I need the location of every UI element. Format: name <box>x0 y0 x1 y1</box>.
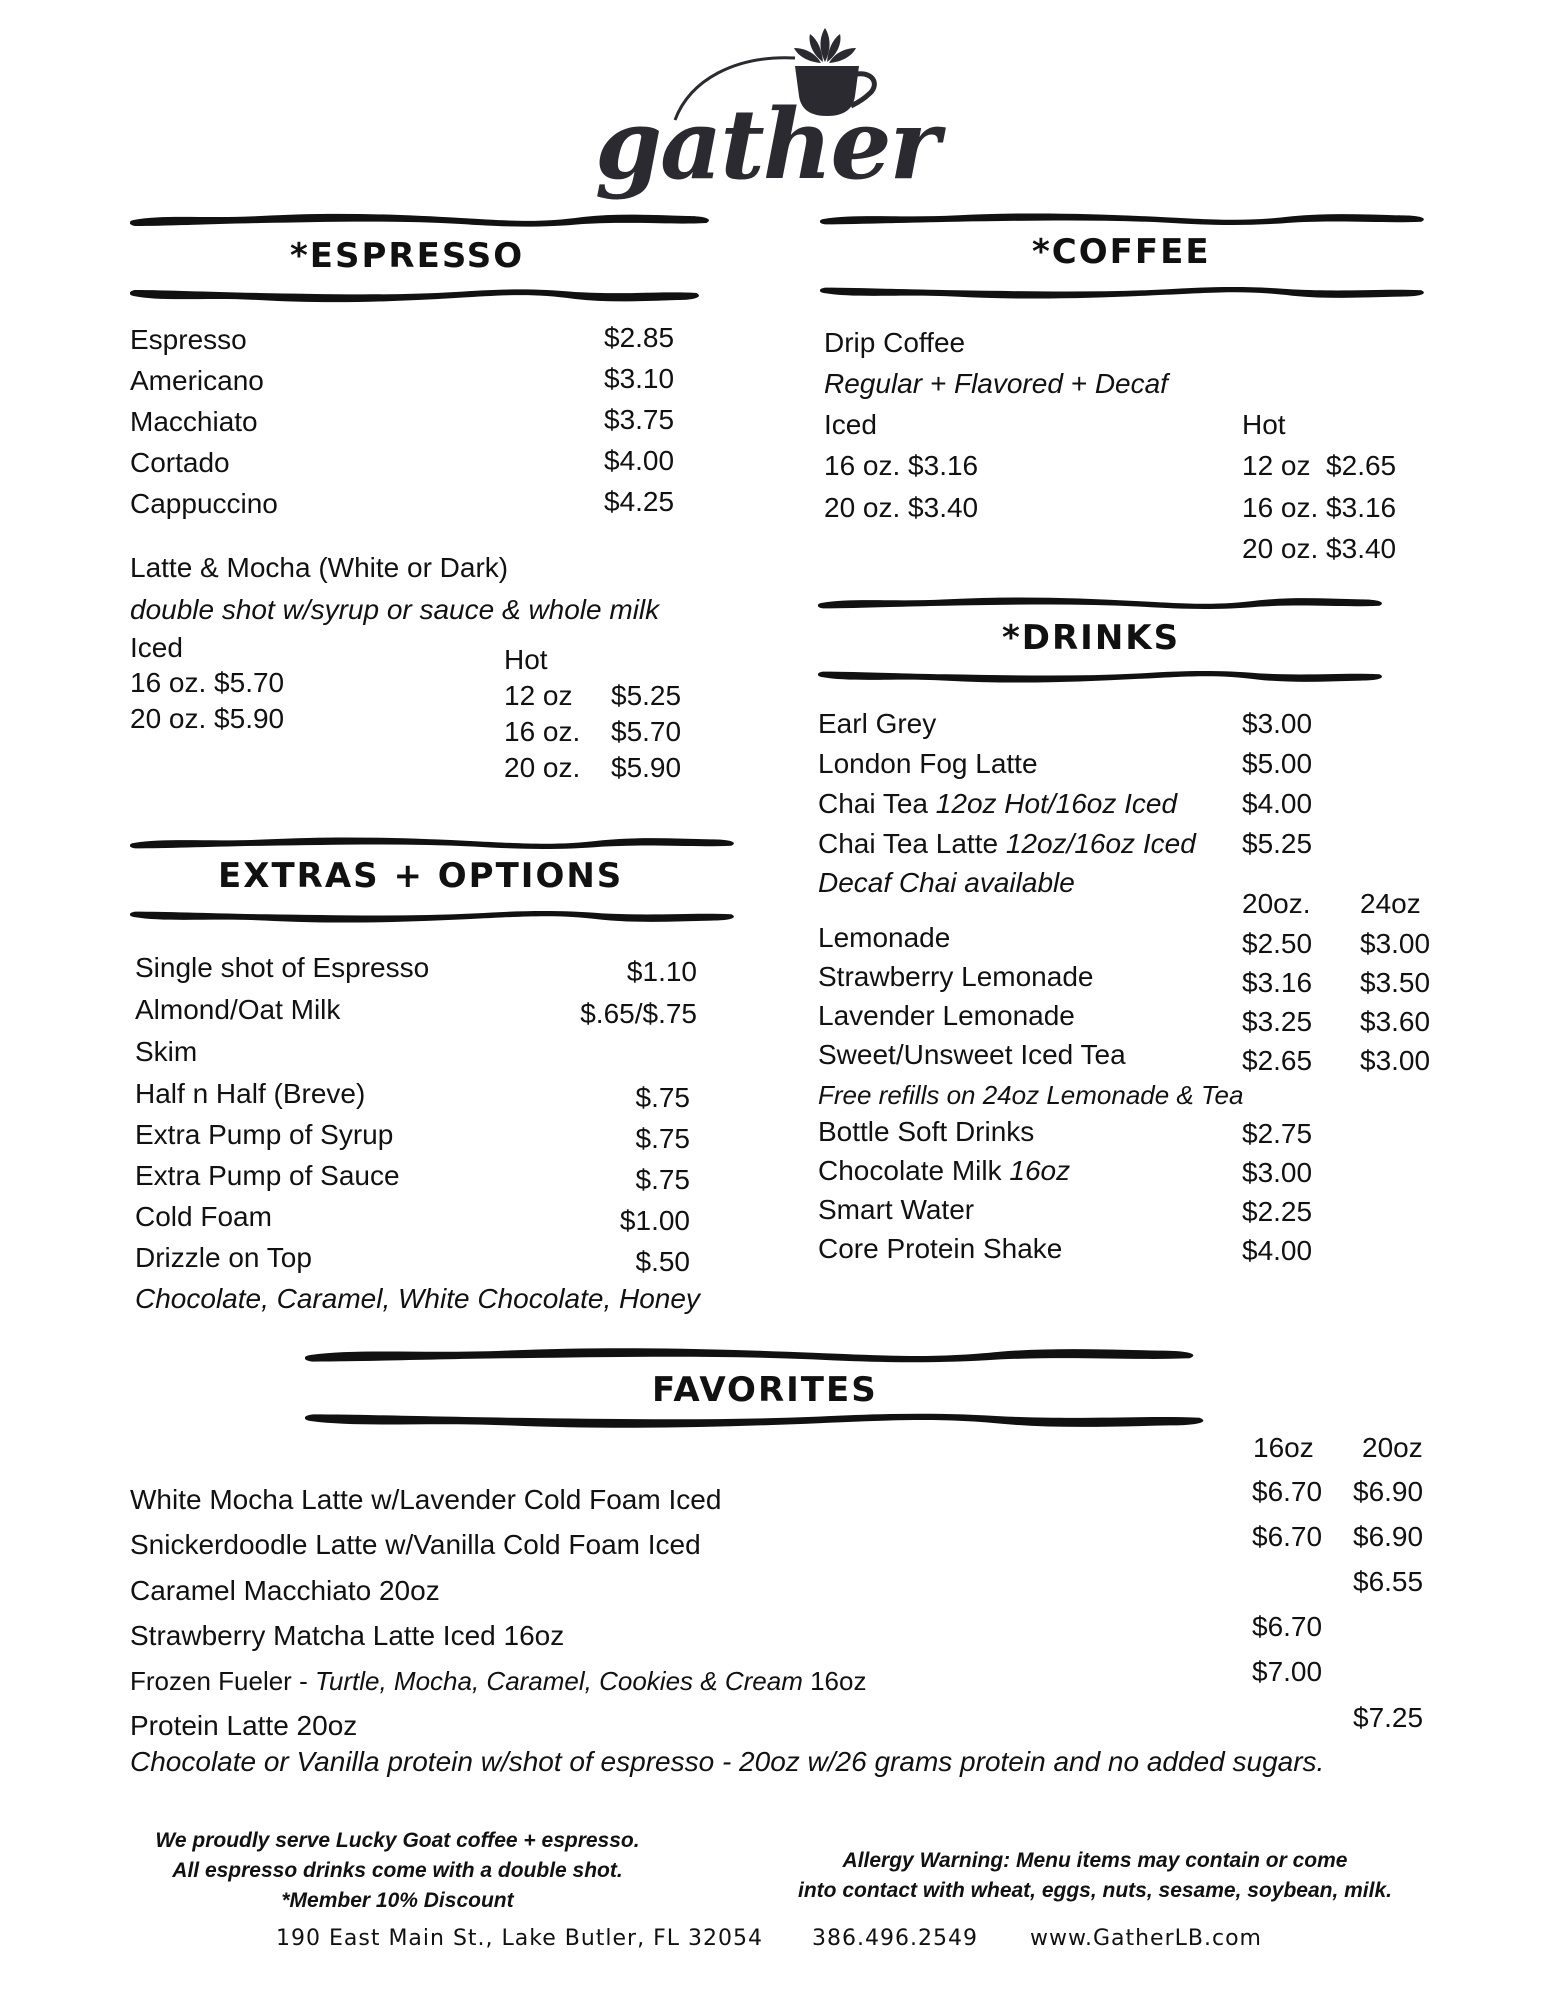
iced-label: Iced <box>130 632 183 663</box>
website-link[interactable]: www.GatherLB.com <box>1030 1926 1262 1951</box>
menu-item <box>130 365 264 397</box>
menu-item: Snickerdoodle Latte w/Vanilla Cold Foam Iced <box>130 1529 701 1560</box>
size-header: 20oz. <box>1242 888 1311 919</box>
iced-price: 20 oz. $5.90 <box>130 703 285 734</box>
price-20oz: $6.55 <box>1353 1566 1424 1597</box>
price-20oz: $2.65 <box>1242 1045 1313 1076</box>
item-name: Core Protein Shake <box>818 1233 1063 1264</box>
menu-item: Skim <box>135 1036 198 1067</box>
item-price: $2.25 <box>1242 1196 1313 1227</box>
section-title-coffee: *COFFEE <box>1032 232 1211 272</box>
item-price: $1.00 <box>619 1205 690 1236</box>
item-price: $4.00 <box>1242 1235 1313 1266</box>
menu-item <box>818 748 1038 780</box>
brush-divider <box>130 834 735 852</box>
menu-item: Strawberry Matcha Latte Iced 16oz <box>130 1620 565 1651</box>
brush-divider <box>818 668 1383 686</box>
price-24oz: $3.60 <box>1360 1006 1431 1037</box>
item-size: 16oz <box>802 1666 867 1696</box>
menu-item <box>130 406 258 438</box>
menu-item <box>818 1233 1062 1265</box>
item-name: Cappuccino <box>130 488 278 519</box>
price-24oz: $3.50 <box>1360 967 1431 998</box>
price-16oz: $6.70 <box>1252 1476 1323 1507</box>
price-20oz: $3.16 <box>1242 967 1313 998</box>
hot-label: Hot <box>1242 409 1286 440</box>
size-header: 20oz <box>1362 1432 1423 1463</box>
footer-line: We proudly serve Lucky Goat coffee + espresso. <box>155 1829 640 1852</box>
hot-price: $5.90 <box>611 752 682 783</box>
hot-size: 12 oz <box>504 680 573 711</box>
menu-item <box>130 488 278 520</box>
brush-divider <box>818 594 1383 612</box>
brush-divider <box>130 210 710 230</box>
price-20oz: $3.25 <box>1242 1006 1313 1037</box>
iced-price: 16 oz. $3.16 <box>824 450 979 481</box>
item-name: Bottle Soft Drinks <box>818 1116 1035 1147</box>
menu-item: Single shot of Espresso <box>135 952 430 983</box>
brush-divider <box>820 284 1425 302</box>
menu-item <box>818 708 936 740</box>
item-name: Chocolate Milk <box>818 1155 1010 1186</box>
menu-item: Cold Foam <box>135 1201 272 1232</box>
menu-item <box>818 788 1177 820</box>
price-24oz: $3.00 <box>1360 928 1431 959</box>
item-name: Macchiato <box>130 406 258 437</box>
footer-line: All espresso drinks come with a double shot. <box>172 1859 623 1882</box>
item-name: Frozen Fueler - <box>130 1666 315 1696</box>
iced-label: Iced <box>824 409 877 440</box>
iced-price: 20 oz. $3.40 <box>824 492 979 523</box>
menu-item <box>130 324 247 356</box>
menu-item <box>818 828 1196 860</box>
menu-item <box>818 1155 1070 1187</box>
item-price: $3.75 <box>604 404 675 435</box>
item-name: Chai Tea <box>818 788 936 819</box>
hot-price: 12 oz $2.65 <box>1242 450 1397 481</box>
item-price: $3.00 <box>1242 708 1313 739</box>
item-name: Smart Water <box>818 1194 975 1225</box>
refill-note: Free refills on 24oz Lemonade & Tea <box>818 1080 1244 1110</box>
price-16oz: $6.70 <box>1252 1521 1323 1552</box>
item-name: Americano <box>130 365 264 396</box>
menu-item: Drizzle on Top <box>135 1242 312 1273</box>
footer-left <box>120 1826 675 1916</box>
menu-item <box>818 1194 974 1226</box>
price-20oz: $2.50 <box>1242 928 1313 959</box>
footer-line: into contact with wheat, eggs, nuts, sesame, soybean, milk. <box>798 1879 1392 1902</box>
price-20oz: $6.90 <box>1353 1476 1424 1507</box>
item-name: Earl Grey <box>818 708 937 739</box>
menu-item: White Mocha Latte w/Lavender Cold Foam Iced <box>130 1484 722 1515</box>
price-16oz: $6.70 <box>1252 1611 1323 1642</box>
item-name: Chai Tea Latte <box>818 828 1006 859</box>
latte-desc: double shot w/syrup or sauce & whole milk <box>130 594 660 625</box>
item-price: $3.00 <box>1242 1157 1313 1188</box>
item-note: 12oz Hot/16oz Iced <box>935 788 1178 819</box>
allergy-warning <box>760 1846 1430 1906</box>
item-note: 16oz <box>1009 1155 1071 1186</box>
latte-name: Latte & Mocha (White or Dark) <box>130 552 509 583</box>
section-title-extras: EXTRAS + OPTIONS <box>218 856 624 896</box>
menu-item: Lemonade <box>818 922 951 953</box>
price-16oz: $7.00 <box>1252 1656 1323 1687</box>
item-price: $.75 <box>635 1082 690 1113</box>
menu-item: Extra Pump of Sauce <box>135 1160 400 1191</box>
item-price: $3.10 <box>604 363 675 394</box>
section-title-espresso: *ESPRESSO <box>290 236 525 276</box>
iced-price: 16 oz. $5.70 <box>130 667 285 698</box>
item-price: $4.25 <box>604 486 675 517</box>
item-name: London Fog Latte <box>818 748 1038 779</box>
item-price: $2.85 <box>604 322 675 353</box>
footer-line: Allergy Warning: Menu items may contain or come <box>842 1849 1348 1872</box>
coffee-desc: Regular + Flavored + Decaf <box>824 368 1168 399</box>
hot-size: 20 oz. <box>504 752 581 783</box>
section-title-drinks: *DRINKS <box>1002 618 1181 658</box>
menu-item: Protein Latte 20oz <box>130 1710 358 1741</box>
member-discount: *Member 10% Discount <box>281 1889 514 1912</box>
item-price: $5.25 <box>1242 828 1313 859</box>
menu-item: Lavender Lemonade <box>818 1000 1075 1031</box>
price-20oz: $7.25 <box>1353 1702 1424 1733</box>
brush-divider <box>305 1344 1195 1366</box>
hot-price: $5.25 <box>611 680 682 711</box>
menu-item: Extra Pump of Syrup <box>135 1119 394 1150</box>
coffee-name: Drip Coffee <box>824 327 966 358</box>
item-price: $.75 <box>635 1123 690 1154</box>
hot-price: $5.70 <box>611 716 682 747</box>
item-price: $.75 <box>635 1164 690 1195</box>
menu-item <box>130 447 230 479</box>
logo <box>595 20 939 210</box>
drizzle-note: Chocolate, Caramel, White Chocolate, Honey <box>135 1283 700 1314</box>
brush-divider <box>820 210 1425 228</box>
address: 190 East Main St., Lake Butler, FL 32054 <box>276 1926 763 1951</box>
hot-label: Hot <box>504 644 548 675</box>
menu-item: Sweet/Unsweet Iced Tea <box>818 1039 1126 1070</box>
price-24oz: $3.00 <box>1360 1045 1431 1076</box>
menu-item <box>818 1116 1034 1148</box>
hot-price: 20 oz. $3.40 <box>1242 533 1397 564</box>
brush-divider <box>305 1410 1205 1432</box>
item-price: $.65/$.75 <box>580 998 697 1029</box>
price-20oz: $6.90 <box>1353 1521 1424 1552</box>
brand-name: gather <box>595 88 939 201</box>
menu-item: Caramel Macchiato 20oz <box>130 1575 440 1606</box>
hot-size: 16 oz. <box>504 716 581 747</box>
item-note: 12oz/16oz Iced <box>1005 828 1196 859</box>
decaf-note: Decaf Chai available <box>818 867 1075 898</box>
item-price: $4.00 <box>1242 788 1313 819</box>
hot-price: 16 oz. $3.16 <box>1242 492 1397 523</box>
menu-item: Strawberry Lemonade <box>818 961 1094 992</box>
brush-divider <box>130 908 735 926</box>
brush-divider <box>130 286 700 306</box>
item-price: $1.10 <box>626 956 697 987</box>
menu-item: Almond/Oat Milk <box>135 994 341 1025</box>
phone: 386.496.2549 <box>812 1926 978 1951</box>
menu-item <box>130 1666 866 1696</box>
item-price: $2.75 <box>1242 1118 1313 1149</box>
item-name: Espresso <box>130 324 247 355</box>
size-header: 24oz <box>1360 888 1421 919</box>
section-title-favorites: FAVORITES <box>652 1370 878 1410</box>
menu-item: Half n Half (Breve) <box>135 1078 366 1109</box>
item-flavors: Turtle, Mocha, Caramel, Cookies & Cream <box>314 1666 803 1696</box>
item-price: $4.00 <box>604 445 675 476</box>
item-name: Cortado <box>130 447 230 478</box>
protein-note: Chocolate or Vanilla protein w/shot of espresso - 20oz w/26 grams protein and no added sugars. <box>130 1746 1325 1777</box>
lotus-icon <box>790 26 860 66</box>
item-price: $.50 <box>635 1246 690 1277</box>
item-price: $5.00 <box>1242 748 1313 779</box>
size-header: 16oz <box>1253 1432 1314 1463</box>
